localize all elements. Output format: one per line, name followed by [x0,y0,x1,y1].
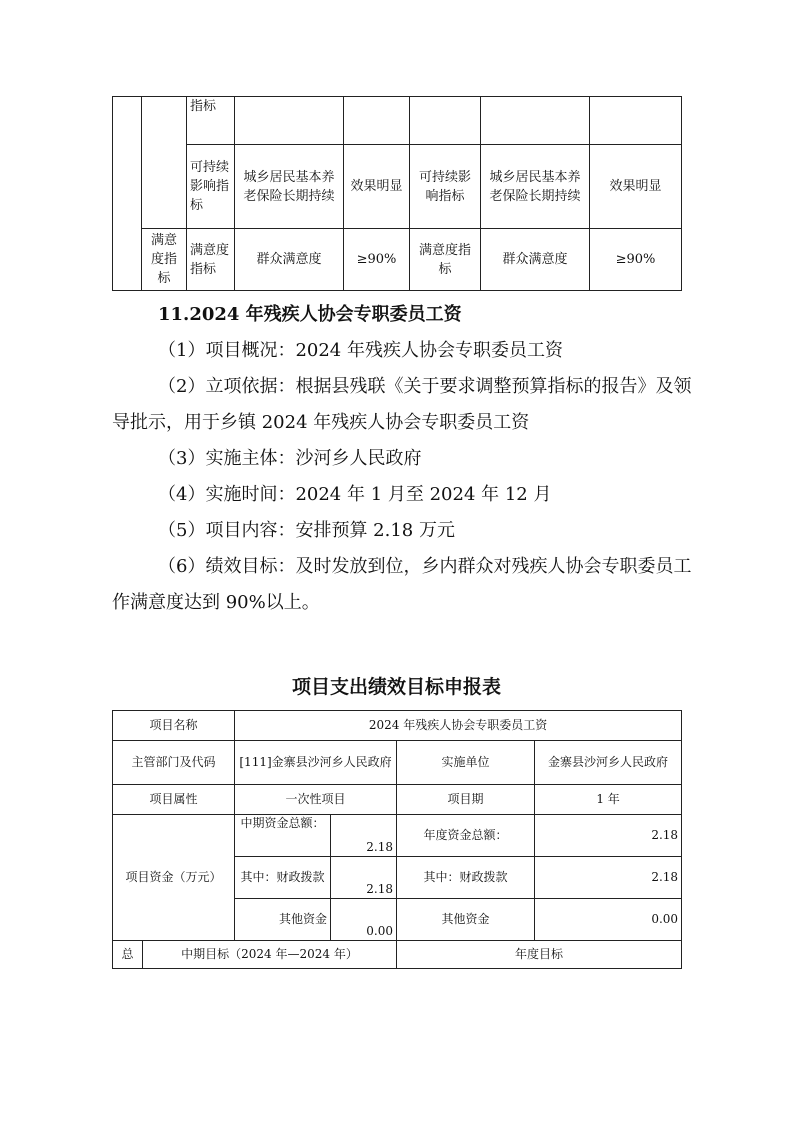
table-row [113,97,682,145]
year-total-label: 年度资金总额： [397,815,535,857]
cell-content: 效果明显 [344,145,410,229]
mid-other-value: 0.00 [331,899,397,941]
attr-value: 一次性项目 [235,785,397,815]
table-row [113,815,682,857]
cell-content: 可持续影响指标 [410,145,481,229]
cell-indicator: 满意度指标 [187,229,235,291]
period-value: 1 年 [535,785,682,815]
unit-label: 实施单位 [397,741,535,785]
mid-fiscal-label: 其中：财政拨款 [235,857,331,899]
section-body [112,297,692,621]
cell-content: 城乡居民基本养老保险长期持续 [481,145,590,229]
project-name-value: 2024 年残疾人协会专职委员工资 [235,711,682,741]
cell-indicator: 满意度指标 [142,229,187,291]
indicator-table [112,96,682,291]
paragraph-time: （4）实施时间：2024 年 1 月至 2024 年 12 月 [158,484,552,505]
year-goal-label: 年度目标 [397,941,682,969]
mid-total-value: 2.18 [331,815,397,857]
mid-fiscal-value: 2.18 [331,857,397,899]
fund-label: 项目资金（万元） [113,815,235,941]
table-row [113,229,682,291]
cell-blank [142,97,187,229]
cell-blank [113,97,142,291]
mid-total-label: 中期资金总额： [235,815,331,857]
year-total-value: 2.18 [535,815,682,857]
year-other-label: 其他资金 [397,899,535,941]
mid-goal-label: 中期目标（2024 年—2024 年） [143,941,397,969]
cell-indicator: 可持续影响指标 [187,145,235,229]
paragraph-basis: （2）立项依据：根据县残联《关于要求调整预算指标的报告》及领导批示，用于乡镇 2024 年残疾人协会专职委员工资 [112,376,692,433]
cell-content: ≥90% [590,229,682,291]
paragraph-overview: （1）项目概况：2024 年残疾人协会专职委员工资 [158,340,563,361]
dept-value: [111]金寨县沙河乡人民政府 [235,741,397,785]
cell-content: 满意度指标 [410,229,481,291]
table-row [113,941,682,969]
year-fiscal-label: 其中：财政拨款 [397,857,535,899]
cell-content: 城乡居民基本养老保险长期持续 [235,145,344,229]
total-label: 总 [113,941,143,969]
paragraph-goal: （6）绩效目标：及时发放到位，乡内群众对残疾人协会专职委员工作满意度达到 90%以上。 [112,556,692,613]
project-name-label: 项目名称 [113,711,235,741]
cell-content: ≥90% [344,229,410,291]
section-heading: 11.2024 年残疾人协会专职委员工资 [158,304,462,325]
table-row [113,741,682,785]
cell-content: 群众满意度 [235,229,344,291]
form-title: 项目支出绩效目标申报表 [291,676,501,698]
cell-content: 效果明显 [590,145,682,229]
unit-value: 金寨县沙河乡人民政府 [535,741,682,785]
mid-other-label: 其他资金 [235,899,331,941]
cell-indicator: 指标 [187,97,235,145]
attr-label: 项目属性 [113,785,235,815]
paragraph-entity: （3）实施主体：沙河乡人民政府 [158,448,422,469]
cell-content: 群众满意度 [481,229,590,291]
table-row [113,785,682,815]
application-form-table [112,710,682,969]
table-row [113,145,682,229]
paragraph-content: （5）项目内容：安排预算 2.18 万元 [158,520,455,541]
table-row [113,711,682,741]
dept-label: 主管部门及代码 [113,741,235,785]
year-fiscal-value: 2.18 [535,857,682,899]
year-other-value: 0.00 [535,899,682,941]
period-label: 项目期 [397,785,535,815]
